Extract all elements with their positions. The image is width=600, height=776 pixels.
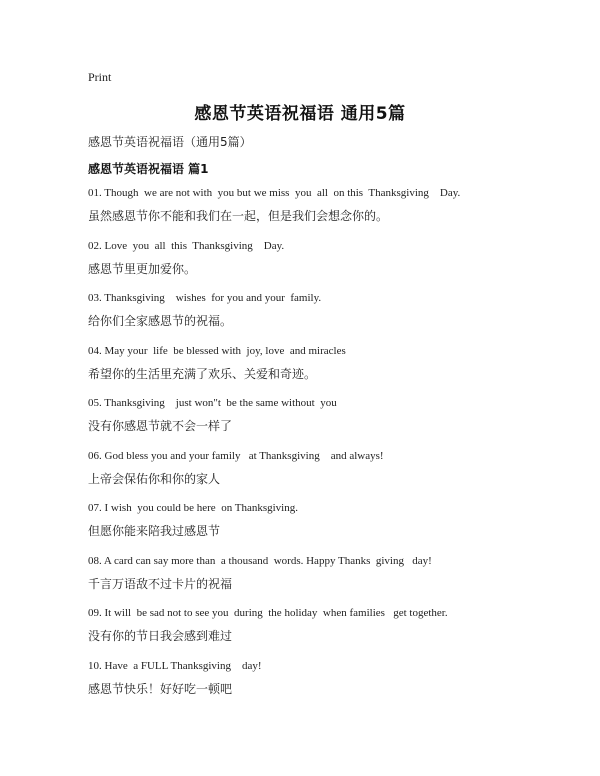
document-title: 感恩节英语祝福语 通用5篇 [194,104,406,124]
english-greeting: 08. A card can say more than a thousand words. Happy Thanks giving day! [88,554,432,567]
english-greeting: 05. Thanksgiving just won"t be the same without you [88,397,337,409]
print-label: Print [88,70,112,84]
chinese-translation: 感恩节里更加爱你。 [88,261,197,276]
document-subtitle: 感恩节英语祝福语（通用5篇） [88,135,252,149]
chinese-translation: 但愿你能来陪我过感恩节 [88,524,221,538]
list-item [88,501,558,554]
list-item [88,659,558,712]
greeting-list [88,186,558,711]
chinese-translation: 上帝会保佑你和你的家人 [88,471,221,486]
chinese-translation: 没有你感恩节就不会一样了 [88,419,233,433]
english-greeting: 06. God bless you and your family at Thanksgiving and always! [88,449,384,462]
chinese-translation: 给你们全家感恩节的祝福。 [88,314,233,328]
list-item [88,291,558,344]
list-item [88,239,558,292]
section-heading: 感恩节英语祝福语 篇1 [88,162,209,176]
list-item [88,186,558,239]
english-greeting: 09. It will be sad not to see you during the holiday when families get together. [88,607,448,619]
list-item [88,606,558,659]
chinese-translation: 希望你的生活里充满了欢乐、关爱和奇迹。 [88,366,317,381]
english-greeting: 07. I wish you could be here on Thanksgiving. [88,502,298,514]
english-greeting: 04. May your life be blessed with joy, love and miracles [88,344,346,357]
english-greeting: 10. Have a FULL Thanksgiving day! [88,659,262,672]
english-greeting: 01. Though we are not with you but we miss you all on this Thanksgiving Day. [88,187,461,199]
chinese-translation: 没有你的节日我会感到难过 [88,629,233,643]
english-greeting: 02. Love you all this Thanksgiving Day. [88,239,285,252]
list-item [88,396,558,449]
chinese-translation: 感恩节快乐！好好吃一顿吧 [88,681,233,696]
list-item [88,344,558,397]
english-greeting: 03. Thanksgiving wishes for you and your family. [88,292,322,304]
list-item [88,554,558,607]
chinese-translation: 千言万语敌不过卡片的祝福 [88,576,233,591]
list-item [88,449,558,502]
chinese-translation: 虽然感恩节你不能和我们在一起，但是我们会想念你的。 [88,209,389,223]
